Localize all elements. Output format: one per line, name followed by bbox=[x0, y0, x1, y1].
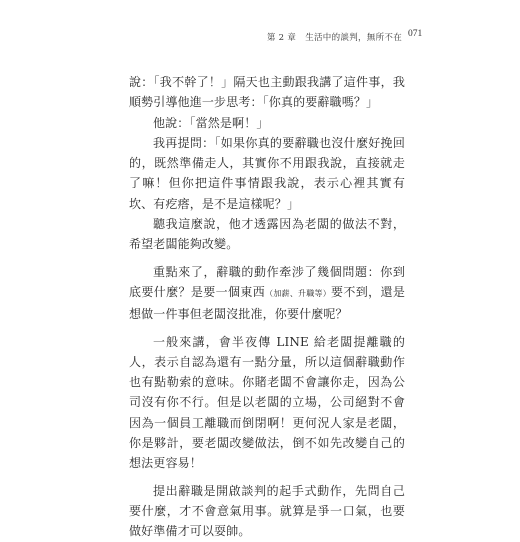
paragraph: 提出辭職是開啟談判的起手式動作，先問自己要什麼，才不會意氣用事。就算是爭一口氣，也要做好準備才可以耍帥。 bbox=[129, 483, 405, 539]
paragraph: 我再提問：「如果你真的要辭職也沒什麼好挽回的，既然準備走人，其實你不用跟我說，直接就走了嘛！但你把這件事情跟我說，表示心裡其實有坎、有疙瘩，是不是這樣呢？」 bbox=[129, 135, 405, 211]
chapter-title: 生活中的談判，無所不在 bbox=[305, 33, 402, 43]
paragraph-text: 要不到，還是想做一件事但老闆沒批准，你要什麼呢？ bbox=[129, 284, 406, 322]
body-text bbox=[129, 72, 405, 542]
paragraph bbox=[129, 262, 405, 325]
paragraph: 聽我這麼說，他才透露因為老闆的做法不對，希望老闆能夠改變。 bbox=[129, 217, 405, 252]
paragraph-text: 重點來了，辭職的動作牽涉了幾個問題：你到底要什麼？是要一個東西 bbox=[129, 264, 405, 299]
paragraph: 說：「我不幹了！」隔天也主動跟我講了這件事，我順勢引導他進一步思考：「你真的要辭職嗎？」 bbox=[129, 75, 405, 110]
paragraph: 一般來講，會半夜傳 LINE 給老闆提離職的人，表示自認為還有一點分量，所以這個辭職動作也有點勒索的意味。你賭老闆不會讓你走，因為公司沒有你不行。但是以老闆的立場，公司絕對不會因為一個員工離職而倒閉啊！更何況人家是老闆，你是夥計，要老闆改變做法，倒不如先改變自己的想法更容易！ bbox=[129, 334, 405, 471]
chapter-label: 第 2 章 bbox=[266, 33, 297, 43]
page-number: 071 bbox=[408, 29, 423, 39]
running-header bbox=[267, 31, 402, 43]
inline-note: （加薪、升職等） bbox=[265, 288, 331, 298]
paragraph: 他說：「當然是啊！」 bbox=[153, 115, 269, 130]
